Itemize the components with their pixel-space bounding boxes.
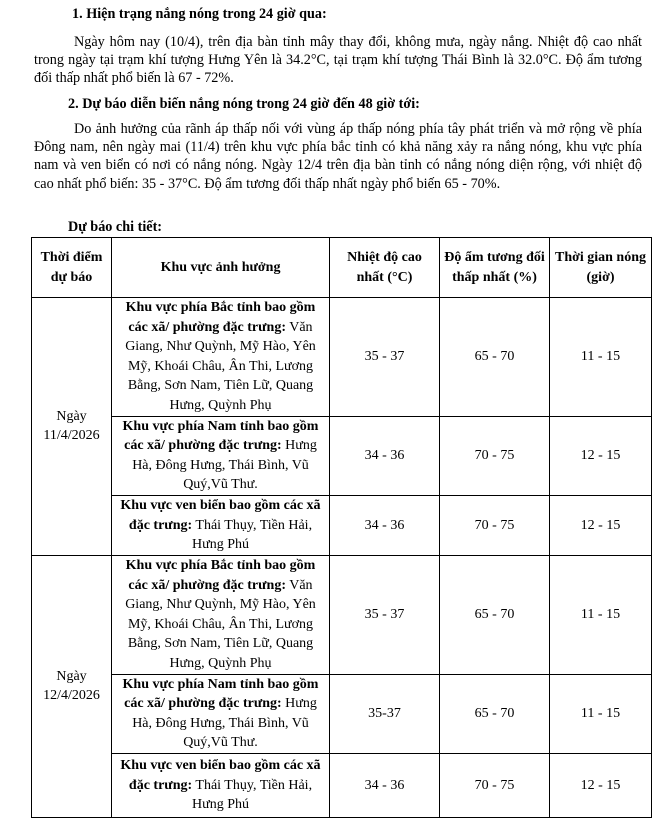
temp-cell: 34 - 36 bbox=[330, 495, 440, 555]
header-temp: Nhiệt độ cao nhất (°C) bbox=[330, 238, 440, 298]
duration-cell: 12 - 15 bbox=[550, 753, 652, 817]
area-cell bbox=[112, 674, 330, 753]
table-row bbox=[32, 298, 652, 417]
section2-paragraph: Do ảnh hưởng của rãnh áp thấp nối với vùng áp thấp nóng phía tây phát triển và mở rộng về phía Đông nam, nên ngày mai (11/4) trên khu vực phía bắc tỉnh có khả năng xảy ra nắng nóng, khu vực phía nam và ven biển có nơi có nắng nóng. Ngày 12/4 trên địa bàn tỉnh có nắng nóng diện rộng, với nhiệt độ cao nhất phổ biến: 35 - 37°C. Độ ẩm tương đối thấp nhất ngày phổ biến 65 - 70%. bbox=[34, 121, 642, 192]
area-title: Khu vực ven biển bao gồm các xã đặc trưng: bbox=[120, 498, 321, 533]
area-title: Khu vực phía Bắc tỉnh bao gồm các xã/ phường đặc trưng: bbox=[125, 557, 316, 593]
area-title: Khu vực phía Bắc tỉnh bao gồm các xã/ phường đặc trưng: bbox=[125, 300, 316, 335]
temp-cell: 34 - 36 bbox=[330, 416, 440, 495]
humidity-cell: 70 - 75 bbox=[440, 495, 550, 555]
date-cell: Ngày 11/4/2026 bbox=[32, 298, 112, 556]
forecast-table bbox=[31, 237, 652, 818]
temp-cell: 35 - 37 bbox=[330, 298, 440, 417]
area-cell bbox=[112, 416, 330, 495]
table-row bbox=[32, 674, 652, 753]
area-title: Khu vực phía Nam tỉnh bao gồm các xã/ phường đặc trưng: bbox=[122, 676, 319, 712]
header-time: Thời điểm dự báo bbox=[32, 238, 112, 298]
table-row bbox=[32, 753, 652, 817]
humidity-cell: 65 - 70 bbox=[440, 555, 550, 674]
header-humidity: Độ ẩm tương đối thấp nhất (%) bbox=[440, 238, 550, 298]
area-cell bbox=[112, 555, 330, 674]
table-header-row bbox=[32, 238, 652, 298]
temp-cell: 35-37 bbox=[330, 674, 440, 753]
area-list: Văn Giang, Như Quỳnh, Mỹ Hào, Yên Mỹ, Khoái Châu, Ân Thi, Lương Bằng, Sơn Nam, Tiên Lữ, Quang Hưng, Quỳnh Phụ bbox=[125, 577, 316, 671]
section2-heading: 2. Dự báo diễn biến nắng nóng trong 24 giờ đến 48 giờ tới: bbox=[68, 96, 420, 112]
temp-cell: 34 - 36 bbox=[330, 753, 440, 817]
header-area: Khu vực ảnh hưởng bbox=[112, 238, 330, 298]
duration-cell: 11 - 15 bbox=[550, 555, 652, 674]
humidity-cell: 65 - 70 bbox=[440, 298, 550, 417]
humidity-cell: 65 - 70 bbox=[440, 674, 550, 753]
area-list: Thái Thụy, Tiền Hải, Hưng Phú bbox=[192, 777, 313, 813]
area-list: Văn Giang, Như Quỳnh, Mỹ Hào, Yên Mỹ, Khoái Châu, Ân Thi, Lương Bằng, Sơn Nam, Tiên Lữ, Quang Hưng, Quỳnh Phụ bbox=[125, 319, 316, 413]
humidity-cell: 70 - 75 bbox=[440, 416, 550, 495]
area-list: Hưng Hà, Đông Hưng, Thái Bình, Vũ Quý,Vũ Thư. bbox=[132, 438, 317, 493]
area-title: Khu vực phía Nam tỉnh bao gồm các xã/ phường đặc trưng: bbox=[122, 418, 319, 454]
header-duration: Thời gian nóng (giờ) bbox=[550, 238, 652, 298]
duration-cell: 11 - 15 bbox=[550, 674, 652, 753]
section1-paragraph: Ngày hôm nay (10/4), trên địa bàn tỉnh mây thay đổi, không mưa, ngày nắng. Nhiệt độ cao nhất trong ngày tại trạm khí tượng Hưng Yên là 34.2°C, tại trạm khí tượng Thái Bình là 32.0°C. Độ ẩm tương đối thấp nhất phổ biến là 67 - 72%. bbox=[34, 34, 642, 87]
area-cell bbox=[112, 298, 330, 417]
humidity-cell: 70 - 75 bbox=[440, 753, 550, 817]
date-cell: Ngày 12/4/2026 bbox=[32, 555, 112, 817]
table-row bbox=[32, 416, 652, 495]
area-title: Khu vực ven biển bao gồm các xã đặc trưng: bbox=[120, 757, 321, 793]
duration-cell: 12 - 15 bbox=[550, 495, 652, 555]
area-list: Hưng Hà, Đông Hưng, Thái Bình, Vũ Quý,Vũ Thư. bbox=[132, 696, 317, 751]
table-row bbox=[32, 495, 652, 555]
area-cell bbox=[112, 753, 330, 817]
section1-heading: 1. Hiện trạng nắng nóng trong 24 giờ qua: bbox=[72, 6, 327, 22]
duration-cell: 12 - 15 bbox=[550, 416, 652, 495]
table-row bbox=[32, 555, 652, 674]
area-cell bbox=[112, 495, 330, 555]
duration-cell: 11 - 15 bbox=[550, 298, 652, 417]
detail-label: Dự báo chi tiết: bbox=[68, 219, 163, 235]
temp-cell: 35 - 37 bbox=[330, 555, 440, 674]
area-list: Thái Thụy, Tiền Hải, Hưng Phú bbox=[192, 517, 313, 553]
